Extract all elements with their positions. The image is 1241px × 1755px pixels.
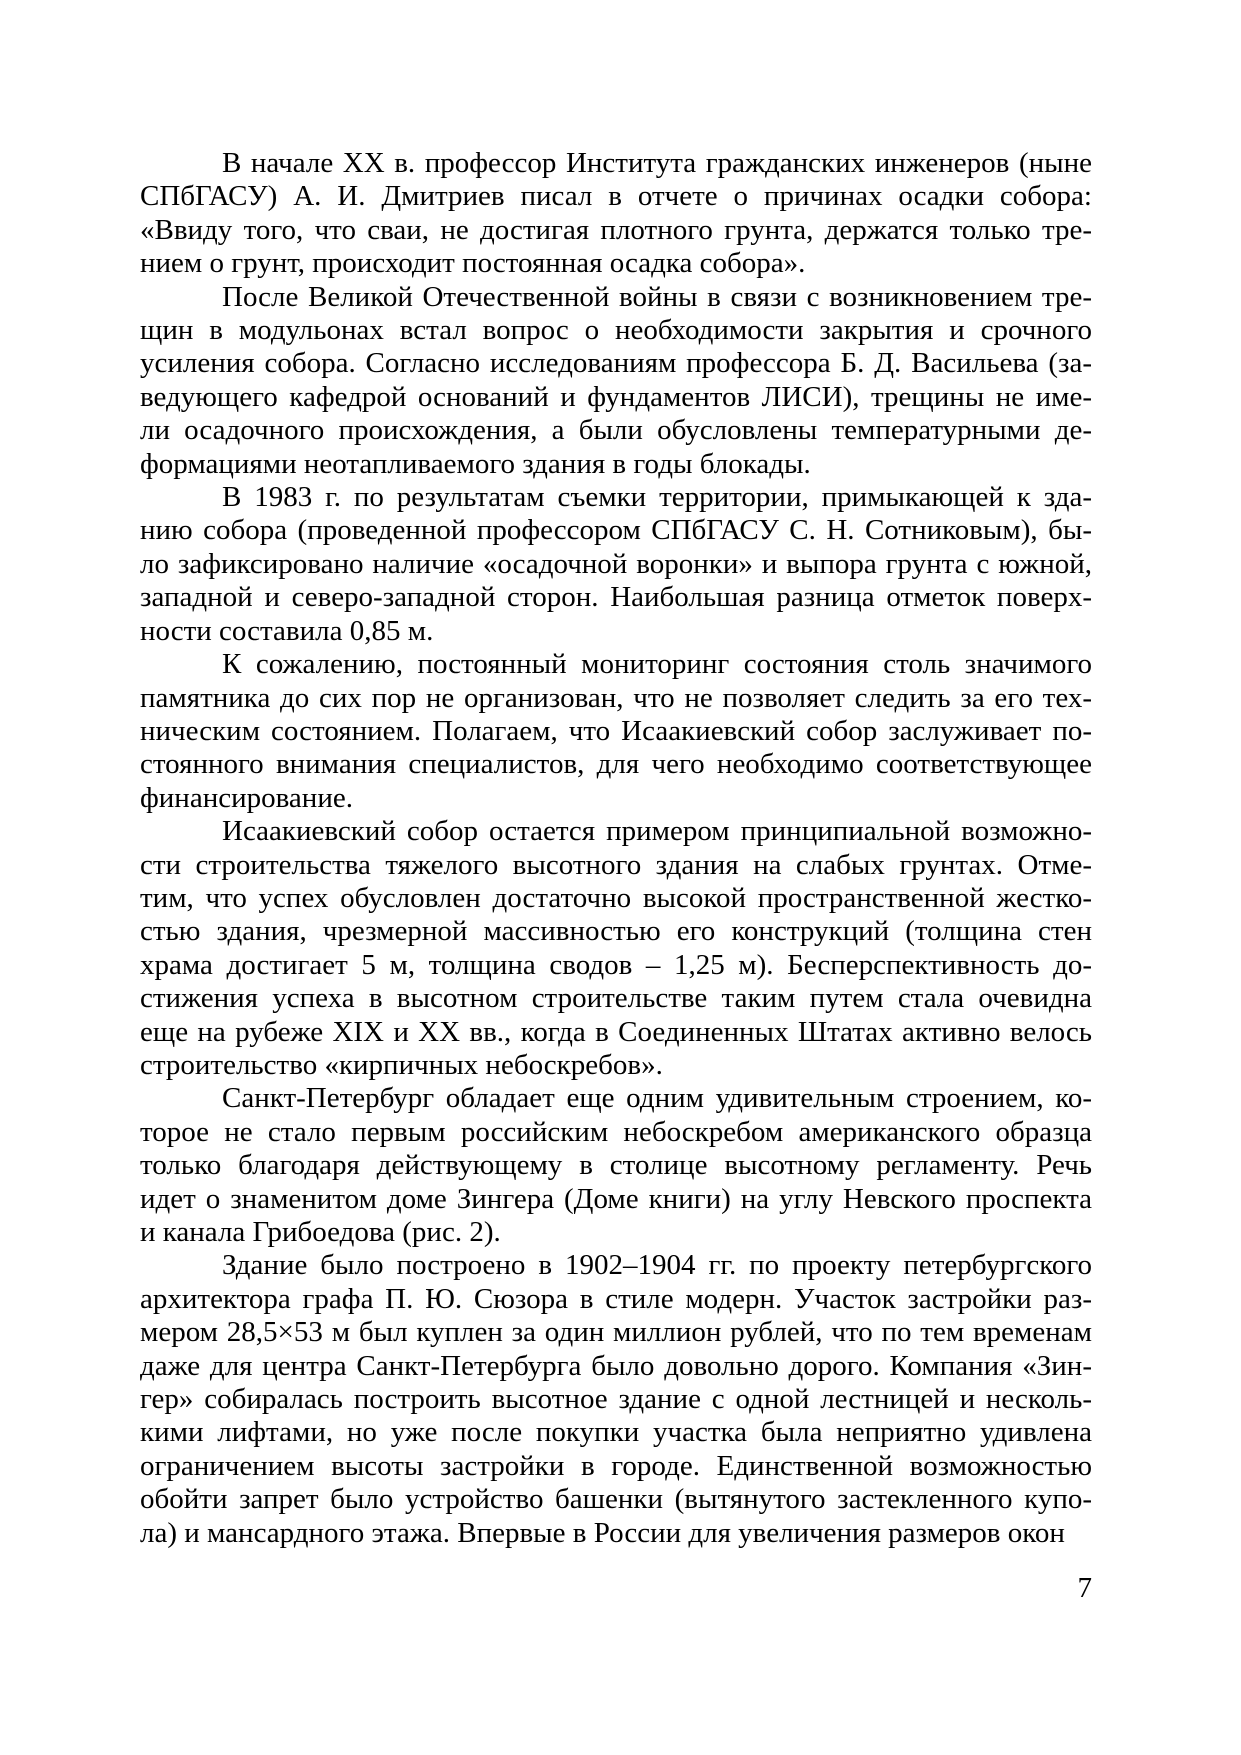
text-line: «Ввиду того, что сваи, не достигая плотного грунта, держатся только тре-	[140, 213, 1092, 246]
text-line: ли осадочного происхождения, а были обусловлены температурными де-	[140, 414, 1092, 447]
text-line: ограничением высоты застройки в городе. Единственной возможностью	[140, 1449, 1092, 1482]
text-line: памятника до сих пор не организован, что не позволяет следить за его тех-	[140, 681, 1092, 714]
text-line: СПбГАСУ) А. И. Дмитриев писал в отчете о причинах осадки собора:	[140, 180, 1092, 213]
text-line: стью здания, чрезмерной массивностью его конструкций (толщина стен	[140, 915, 1092, 948]
paragraph	[140, 648, 1092, 815]
text-line: Исаакиевский собор остается примером принципиальной возможно-	[222, 815, 1092, 848]
text-line: даже для центра Санкт-Петербурга было довольно дорого. Компания «Зин-	[140, 1349, 1092, 1382]
text-line: стижения успеха в высотном строительстве таким путем стала очевидна	[140, 982, 1092, 1015]
text-line: торое не стало первым российским небоскребом американского образца	[140, 1115, 1092, 1148]
body-text	[140, 147, 1092, 1550]
text-line: обойти запрет было устройство башенки (вытянутого застекленного купо-	[140, 1483, 1092, 1516]
text-line: ло зафиксировано наличие «осадочной воронки» и выпора грунта с южной,	[140, 547, 1092, 580]
paragraph	[140, 147, 1092, 281]
text-line: только благодаря действующему в столице высотному регламенту. Речь	[140, 1149, 1092, 1182]
text-line: стоянного внимания специалистов, для чего необходимо соответствующее	[140, 748, 1092, 781]
text-line: гер» собиралась построить высотное здание с одной лестницей и несколь-	[140, 1383, 1092, 1416]
text-line: ла) и мансардного этажа. Впервые в России для увеличения размеров окон	[140, 1516, 1065, 1549]
text-line: ведующего кафедрой оснований и фундаментов ЛИСИ), трещины не име-	[140, 380, 1092, 413]
text-line: архитектора графа П. Ю. Сюзора в стиле модерн. Участок застройки раз-	[140, 1282, 1092, 1315]
text-line: строительство «кирпичных небоскребов».	[140, 1048, 663, 1081]
page-number: 7	[1077, 1572, 1092, 1604]
text-line: ническим состоянием. Полагаем, что Исаакиевский собор заслуживает по-	[140, 714, 1092, 747]
text-line: храма достигает 5 м, толщина сводов – 1,25 м). Бесперспективность до-	[140, 948, 1092, 981]
text-line: мером 28,5×53 м был куплен за один миллион рублей, что по тем временам	[140, 1316, 1092, 1349]
text-line: кими лифтами, но уже после покупки участка была неприятно удивлена	[140, 1416, 1092, 1449]
paragraph	[140, 481, 1092, 648]
text-line: формациями неотапливаемого здания в годы блокады.	[140, 447, 811, 480]
text-line: Санкт-Петербург обладает еще одним удивительным строением, ко-	[222, 1082, 1092, 1115]
text-line: усиления собора. Согласно исследованиям профессора Б. Д. Васильева (за-	[140, 347, 1092, 380]
text-line: и канала Грибоедова (рис. 2).	[140, 1216, 501, 1248]
text-line: идет о знаменитом доме Зингера (Доме книги) на углу Невского проспекта	[140, 1182, 1092, 1215]
text-line: еще на рубеже XIX и XX вв., когда в Соединенных Штатах активно велось	[140, 1015, 1092, 1048]
paragraph	[140, 281, 1092, 481]
paragraph	[140, 1082, 1092, 1249]
text-line: К сожалению, постоянный мониторинг состояния столь значимого	[222, 648, 1092, 681]
text-line: тим, что успех обусловлен достаточно высокой пространственной жестко-	[140, 881, 1092, 914]
text-line: ности составила 0,85 м.	[140, 614, 434, 647]
text-line: Здание было построено в 1902–1904 гг. по проекту петербургского	[222, 1249, 1092, 1282]
text-line: щин в модульонах встал вопрос о необходимости закрытия и срочного	[140, 314, 1092, 347]
text-line: сти строительства тяжелого высотного здания на слабых грунтах. Отме-	[140, 848, 1092, 881]
text-line: В 1983 г. по результатам съемки территории, примыкающей к зда-	[222, 481, 1092, 514]
paragraph	[140, 1249, 1092, 1550]
text-line: После Великой Отечественной войны в связи с возникновением тре-	[222, 280, 1092, 313]
paragraph	[140, 815, 1092, 1082]
text-line: западной и северо-западной сторон. Наибольшая разница отметок поверх-	[140, 581, 1092, 614]
text-line: финансирование.	[140, 781, 353, 814]
text-line: нием о грунт, происходит постоянная осадка собора».	[140, 247, 806, 280]
text-line: В начале XX в. профессор Института гражданских инженеров (ныне	[222, 147, 1092, 179]
text-line: нию собора (проведенной профессором СПбГАСУ С. Н. Сотниковым), бы-	[140, 514, 1092, 547]
